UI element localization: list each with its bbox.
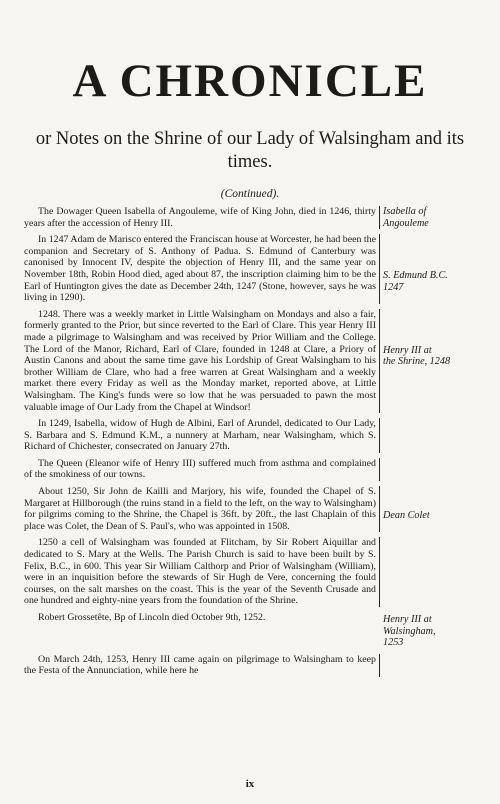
entry-text: 1250 a cell of Walsingham was founded at Flitcham, by Sir Robert Aiquillar and dedicated to S. Mary at the Wells. The Parish Church is said to have been built by S. Felix, B.C., in 600. This year Sir William Calthorp and Prior of Walsingham (William), were in an inquisition before the stewards of Sir Hugh de Vere, concerning the fould courses, on the salt marshes on the coast. This is the year of the Seventh Crusade and one hundred and eighty-nine years from the foundation of the Shrine. [24, 537, 376, 607]
chronicle-entry [24, 612, 499, 649]
chronicle-entry [24, 234, 499, 304]
entry-text: The Dowager Queen Isabella of Angouleme, wife of King John, died in 1246, thirty years after the accession of Henry III. [24, 206, 376, 229]
page-number: ix [245, 778, 255, 790]
margin-note [379, 537, 499, 607]
margin-note [379, 309, 499, 413]
margin-note [379, 418, 499, 453]
margin-note-line: Henry III at [383, 344, 432, 356]
margin-note-line: S. Edmund B.C. [383, 270, 448, 282]
entry-text: The Queen (Eleanor wife of Henry III) suffered much from asthma and complained of the smokiness of our towns. [24, 457, 376, 481]
margin-note [379, 458, 499, 481]
entry-text: 1248. There was a weekly market in Little Walsingham on Mondays and also a fair, formerly granted to the Prior, but since reverted to the Earl of Clare. This year Henry III made a pilgrimage to Walsingham and was received by Prior William and the College. The Lord of the Manor, Richard, Earl of Clare, founded in 1248 at Clare, a Priory of Austin Canons and about the same time gave his Lordship of Great Walsingham to his brother William de Clare, who had a free warren at Great Walsingham and a weekly market there every Friday as well as the Monday market, reported above, at Little Walsingham. The King's funds were so low that he was persuaded to pawn the most valuable image of Our Lady from the Chapel at Windsor! [24, 308, 376, 413]
margin-note [379, 486, 499, 532]
chronicle-body [24, 206, 499, 682]
margin-note [379, 654, 499, 677]
entry-text: In 1249, Isabella, widow of Hugh de Albini, Earl of Arundel, dedicated to Our Lady, S. Barbara and S. Edmund K.M., a nunnery at Marham, near Walsingham, which S. Richard of Chichester, consecrated on January 27th. [24, 418, 376, 453]
margin-note-line: Angouleme [383, 217, 429, 229]
chronicle-entry [24, 486, 499, 532]
entry-text: In 1247 Adam de Marisco entered the Franciscan house at Worcester, he had been the companion and Secretary of S. Anthony of Padua. S. Edmund of Canterbury was canonised by Innocent IV, despite the objection of Henry III, and the same year on November 18th, Robin Hood died, aged about 87, the inscription claiming him to be the Earl of Huntington gives the date as December 24th, 1247 (Stone, however, says he was living in 1290). [24, 234, 376, 304]
continued-label: (Continued). [220, 188, 280, 200]
margin-note [379, 234, 499, 304]
entry-text: About 1250, Sir John de Kailli and Marjory, his wife, founded the Chapel of S. Margaret at Hillborough (the ruins stand in a field to the left, on the way to Walsingham) for pilgrims coming to the Shrine, the Chapel is 36ft. by 20ft., the last Chaplain of this place was Colet, the Dean of S. Paul's, who was appointed in 1508. [24, 486, 376, 532]
margin-note-line: Henry III at [383, 614, 432, 625]
margin-note-line: 1253 [383, 637, 404, 649]
margin-note-line: the Shrine, 1248 [383, 356, 451, 368]
margin-note-line: 1247 [383, 281, 404, 293]
margin-note-line: Walsingham, [383, 625, 436, 637]
chronicle-entry [24, 206, 499, 229]
page-subtitle: or Notes on the Shrine of our Lady of Walsingham and its times. [35, 129, 465, 172]
margin-note [379, 206, 499, 229]
entry-text: On March 24th, 1253, Henry III came again on pilgrimage to Walsingham to keep the Festa of the Annunciation, while here he [24, 653, 376, 677]
page-title: A CHRONICLE [72, 55, 428, 107]
margin-note-line: Isabella of [383, 206, 427, 217]
chronicle-entry [24, 654, 499, 677]
chronicle-entry [24, 537, 499, 607]
chronicle-entry [24, 458, 499, 481]
chronicle-entry [24, 309, 499, 413]
chronicle-entry [24, 418, 499, 453]
entry-text: Robert Grossetête, Bp of Lincoln died October 9th, 1252. [38, 612, 266, 623]
margin-note-line: Dean Colet [383, 510, 430, 522]
margin-note [379, 612, 499, 649]
